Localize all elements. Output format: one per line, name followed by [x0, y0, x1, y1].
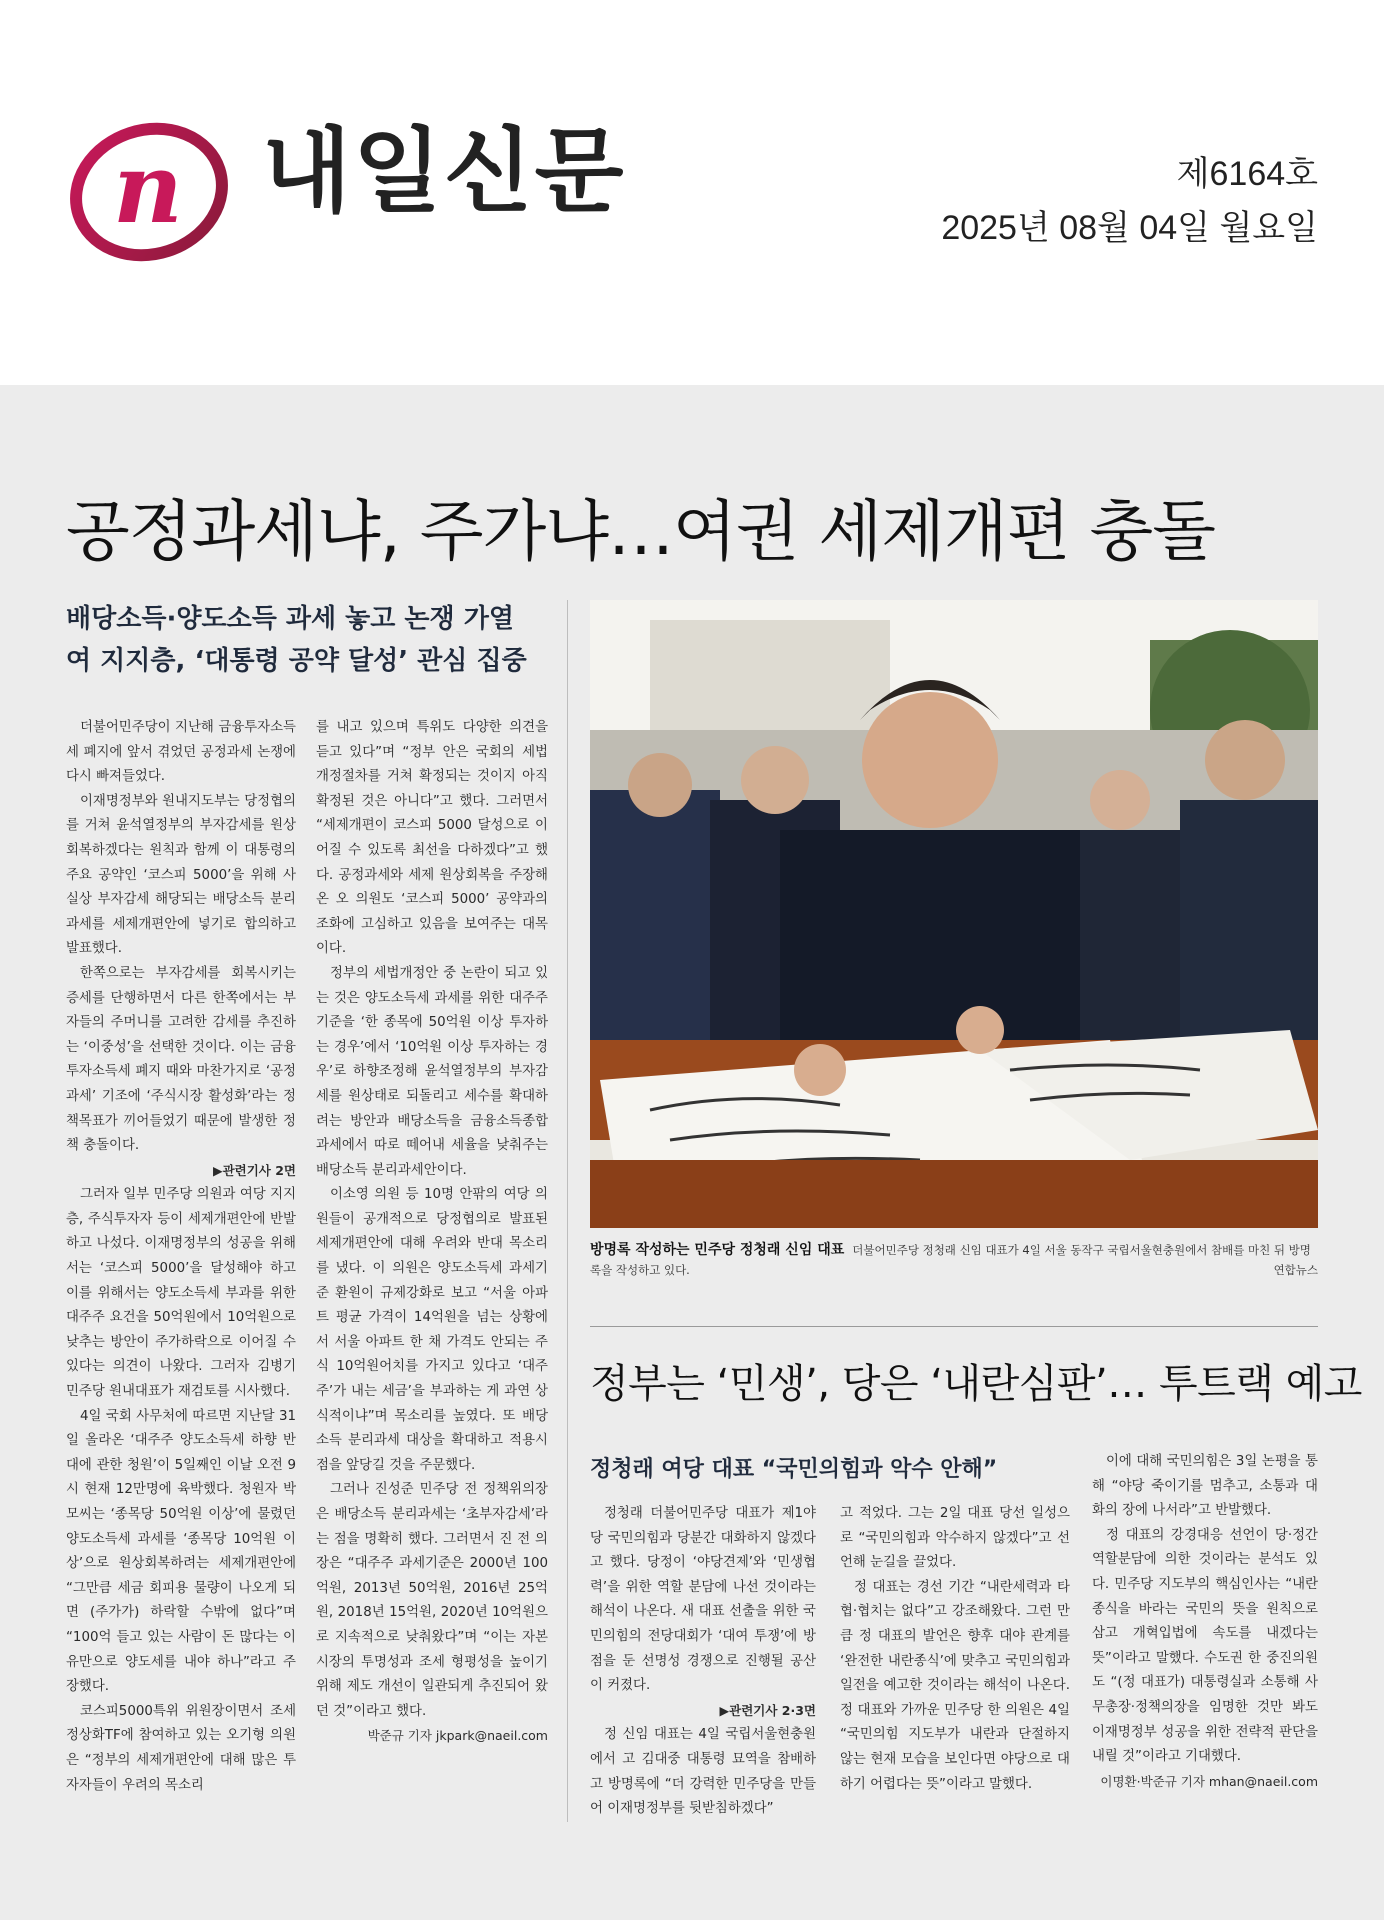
paragraph: 정 대표의 강경대응 선언이 당·정간 역할분담에 의한 것이라는 분석도 있다. 민주당 지도부의 핵심인사는 “내란종식을 바라는 국민의 뜻을 원칙으로 삼고 개혁입법에 속도를 내겠다는 뜻”이라고 말했다. 수도권 한 중진의원도 “(정 대표가) 대통령실과 소통해 사무총장·정책의장을 임명한 것만 봐도 이재명정부 성공을 위한 전략적 판단을 내릴 것”이라고 기대했다. [1092, 1527, 1318, 1765]
paragraph: 그러나 진성준 민주당 전 정책위의장은 배당소득 분리과세는 ‘초부자감세’라는 점을 명확히 했다. 그러면서 진 전 의장은 “대주주 과세기준은 2000년 100억원, 2013년 50억원, 2016년 25억원, 2018년 15억원, 2020년 10억원으로 지속적으로 낮춰왔다”며 “이는 자본시장의 투명성과 조세 형평성을 높이기 위해 제도 개선이 일관되게 추진되어 왔던 것”이라고 했다. [316, 1482, 548, 1719]
newspaper-name: 내일신문 [262, 118, 626, 225]
byline: 박준규 기자 jkpark@naeil.com [367, 1728, 548, 1744]
article-column [840, 1502, 1070, 1797]
masthead [0, 0, 1384, 385]
svg-text:n: n [113, 132, 183, 245]
caption-title: 방명록 작성하는 민주당 정청래 신임 대표 [590, 1242, 845, 1258]
section-divider [590, 1326, 1318, 1327]
paragraph: 정 대표는 경선 기간 “내란세력과 타협·협치는 없다”고 강조해왔다. 그런 만큼 정 대표의 발언은 향후 대야 관계를 ‘완전한 내란종식’에 맞추고 국민의힘과 일전을 예고한 것이라는 해석이 나온다. 정 대표와 가까운 민주당 한 의원은 4일 “국민의힘 지도부가 내란과 단절하지 않는 현재 모습을 보인다면 야당으로 대하기 어렵다는 뜻”이라고 말했다. [840, 1579, 1070, 1792]
subhead-line: 여 지지층, ‘대통령 공약 달성’ 관심 집중 [66, 646, 527, 676]
paragraph: 그러자 일부 민주당 의원과 여당 지지층, 주식투자자 등이 세제개편안에 반발하고 나섰다. 이재명정부의 성공을 위해서는 ‘코스피 5000’을 달성해야 하고 이를 위해서는 양도소득세 부과를 위한 대주주 요건을 50억원에서 10억원으로 낮추는 방안이 주가하락으로 이어질 수 있다는 의견이 나왔다. 그러자 김병기 민주당 원내대표가 재검토를 시사했다. [66, 1187, 296, 1400]
paragraph: 더불어민주당이 지난해 금융투자소득세 폐지에 앞서 겪었던 공정과세 논쟁에 다시 빠져들었다. [66, 720, 296, 785]
article-column [590, 1502, 816, 1822]
byline: 이명환·박준규 기자 mhan@naeil.com [1100, 1773, 1318, 1789]
caption-text: 더불어민주당 정청래 신임 대표가 4일 서울 동작구 국립서울현충원에서 참배를 마친 뒤 방명록을 작성하고 있다. [590, 1243, 1311, 1277]
issue-number: 제6164호 [1176, 155, 1318, 193]
column-divider [567, 600, 568, 1822]
second-subhead: 정청래 여당 대표 “국민의힘과 악수 안해” [590, 1457, 998, 1482]
paragraph: 정부의 세법개정안 중 논란이 되고 있는 것은 양도소득세 과세를 위한 대주주 기준을 ‘한 종목에 50억원 이상 투자하는 경우’에서 ‘10억원 이상 투자하는 경우’로 하향조정해 윤석열정부의 부자감세를 원상태로 되돌리고 세수를 확대하려는 방안과 배당소득을 금융소득종합과세에서 따로 떼어내 세율을 낮춰주는 배당소득 분리과세안이다. [316, 965, 548, 1178]
logo-icon [66, 112, 232, 272]
paragraph: 고 적었다. 그는 2일 대표 당선 일성으로 “국민의힘과 악수하지 않겠다”고 선언해 눈길을 끌었다. [840, 1506, 1070, 1571]
related-article-ref: ▶관련기사 2·3면 [719, 1702, 816, 1718]
subhead-line: 배당소득·양도소득 과세 놓고 논쟁 가열 [66, 604, 514, 634]
news-photo [590, 600, 1318, 1228]
article-column [316, 716, 548, 1749]
main-headline: 공정과세냐, 주가냐…여권 세제개편 충돌 [66, 493, 1216, 570]
paragraph: 를 내고 있으며 특위도 다양한 의견을 듣고 있다”며 “정부 안은 국회의 세법 개정절차를 거쳐 확정되는 것이지 아직 확정된 것은 아니다”고 했다. 그러면서 “세제개편이 코스피 5000 달성으로 이어질 수 있도록 최선을 다하겠다”고 했다. 공정과세와 세제 원상회복을 주장해온 오 의원도 ‘코스피 5000’ 공약과의 조화에 고심하고 있음을 보여주는 대목이다. [316, 720, 548, 957]
paragraph: 정 신임 대표는 4일 국립서울현충원에서 고 김대중 대통령 묘역을 참배하고 방명록에 “더 강력한 민주당을 만들어 이재명정부를 뒷받침하겠다” [590, 1727, 816, 1817]
photo-credit: 연합뉴스 [1273, 1263, 1318, 1277]
paragraph: 정청래 더불어민주당 대표가 제1야당 국민의힘과 당분간 대화하지 않겠다고 했다. 당정이 ‘야당견제’와 ‘민생협력’을 위한 역할 분담에 나선 것이라는 해석이 나온다. 새 대표 선출을 위한 국민의힘의 전당대회가 ‘대여 투쟁’에 방점을 둔 선명성 경쟁으로 진행될 공산이 커졌다. [590, 1506, 816, 1694]
paragraph: 코스피5000특위 위원장이면서 조세정상화TF에 참여하고 있는 오기형 의원은 “정부의 세제개편안에 대해 많은 투자자들이 우려의 목소리 [66, 1703, 296, 1793]
paragraph: 4일 국회 사무처에 따르면 지난달 31일 올라온 ‘대주주 양도소득세 하향 반대에 관한 청원’이 5일째인 이날 오전 9시 현재 12만명에 육박했다. 청원자 박 모씨는 ‘종목당 50억원 이상’에 물렸던 양도소득세 과세를 ‘종목당 10억원 이상’으로 원상회복하려는 세제개편안에 “그만큼 세금 회피용 물량이 나오게 되면 (주가가) 하락할 수밖에 없다”며 “100억 들고 있는 사람이 돈 많다는 이유만으로 양도세를 내야 하나”라고 주장했다. [66, 1408, 296, 1695]
paragraph: 이재명정부와 원내지도부는 당정협의를 거쳐 윤석열정부의 부자감세를 원상회복하겠다는 원칙과 함께 이 대통령의 주요 공약인 ‘코스피 5000’을 위해 사실상 부자감세 해당되는 배당소득 분리과세를 세제개편안에 넣기로 합의하고 발표했다. [66, 793, 296, 957]
issue-date: 2025년 08월 04일 월요일 [941, 209, 1318, 247]
main-subhead [66, 598, 556, 682]
paragraph: 이소영 의원 등 10명 안팎의 여당 의원들이 공개적으로 당정협의로 발표된 세제개편안에 대해 우려와 반대 목소리를 냈다. 이 의원은 양도소득세 과세기준 환원이 규제강화로 보고 “서울 아파트 평균 가격이 14억원을 넘는 상황에서 서울 아파트 한 채 가격도 안되는 주식 10억원어치를 가지고 있다고 ‘대주주’가 내는 세금’을 부과하는 게 과연 상식적이냐”며 목소리를 높였다. 또 배당소득 분리과세 대상을 확대하고 적용시점을 앞당길 것을 주문했다. [316, 1187, 548, 1473]
paragraph: 한쪽으로는 부자감세를 회복시키는 증세를 단행하면서 다른 한쪽에서는 부자들의 주머니를 고려한 감세를 추진하는 ‘이중성’을 선택한 것이다. 이는 금융투자소득세 폐지 때와 마찬가지로 ‘공정과세’ 기조에 ‘주식시장 활성화’라는 정책목표가 끼어들었기 때문에 발생한 정책 충돌이다. [66, 965, 296, 1154]
related-article-ref: ▶관련기사 2면 [212, 1162, 296, 1178]
second-headline: 정부는 ‘민생’, 당은 ‘내란심판’… 투트랙 예고 [590, 1361, 1362, 1407]
article-column [66, 716, 296, 1798]
paragraph: 이에 대해 국민의힘은 3일 논평을 통해 “야당 죽이기를 멈추고, 소통과 대화의 장에 나서라”고 반발했다. [1092, 1454, 1318, 1519]
photo-caption [590, 1240, 1318, 1280]
article-column [1092, 1450, 1318, 1794]
